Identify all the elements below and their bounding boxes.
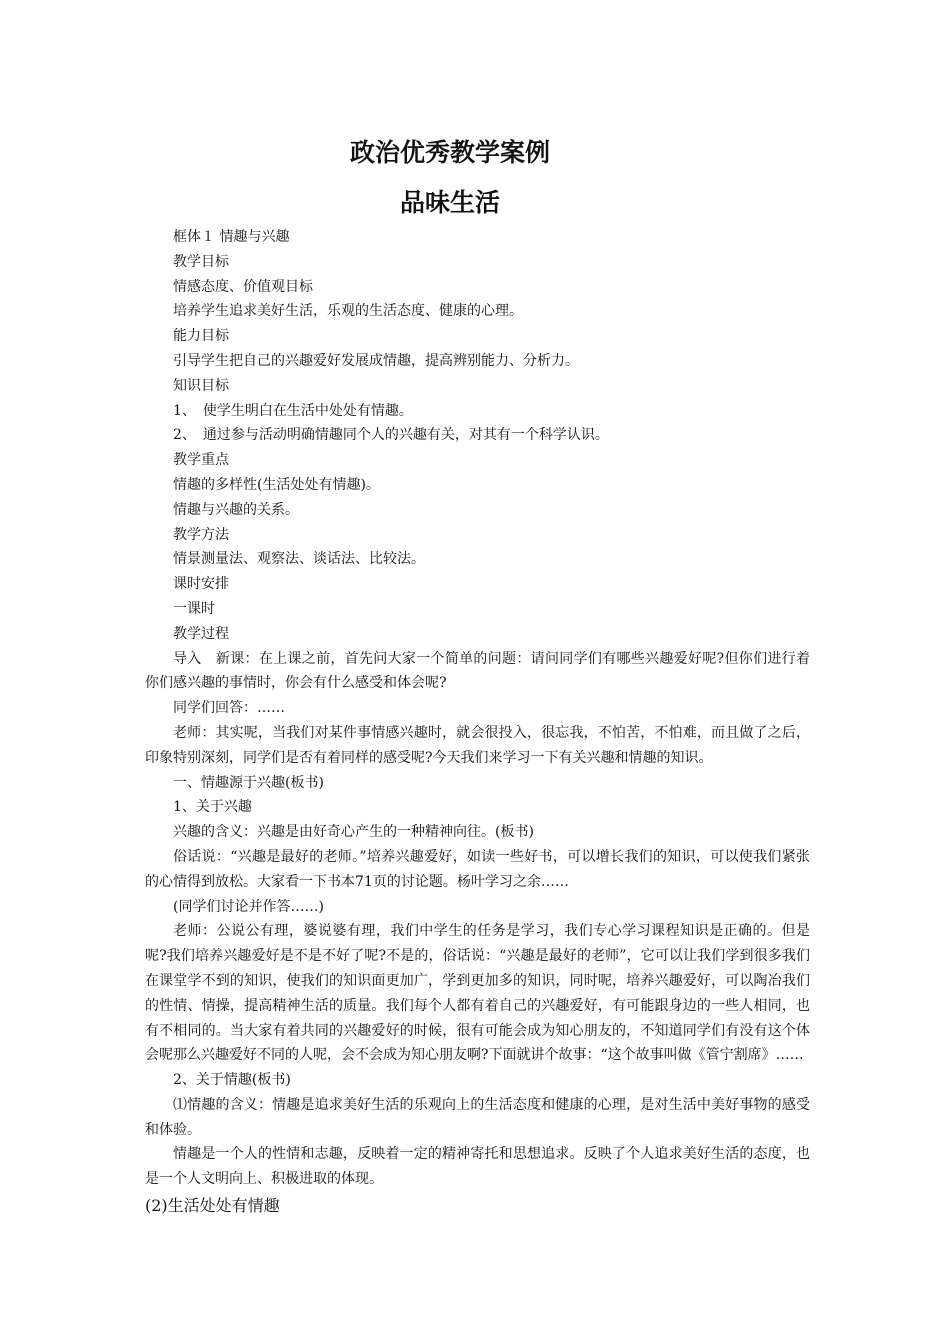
paragraph: 老师：公说公有理，婆说婆有理，我们中学生的任务是学习，我们专心学习课程知识是正确的。但是呢?我们培养兴趣爱好是不是不好了呢?不是的，俗话说：“兴趣是最好的老师”，它可以让我们学到很多我们在课堂学不到的知识，使我们的知识面更加广，学到更加多的知识，同时呢，培养兴趣爱好，可以陶冶我们的性情、情操，提高精神生活的质量。我们每个人都有着自己的兴趣爱好，有可能跟身边的一些人相同，也有不相同的。当大家有着共同的兴趣爱好的时候，很有可能会成为知心朋友的，不知道同学们有没有这个体会呢那么兴趣爱好不同的人呢，会不会成为知心朋友啊?下面就讲个故事：“这个故事叫做《管宁割席》……: [145, 923, 810, 1064]
text-line: 课时安排: [173, 576, 229, 593]
text-line: 情趣的多样性(生活处处有情趣)。: [173, 476, 380, 493]
text-line: 1、 使学生明白在生活中处处有情趣。: [173, 402, 413, 419]
text-line: 情景测量法、观察法、谈话法、比较法。: [173, 551, 425, 568]
text-line: 教学方法: [173, 526, 229, 543]
text-line: 框体１ 情趣与兴趣: [173, 229, 290, 245]
section-heading: 一、情趣源于兴趣(板书): [173, 774, 324, 791]
text-line: 情趣与兴趣的关系。: [173, 501, 299, 518]
document-title: 政治优秀教学案例: [349, 138, 550, 167]
text-line: 教学目标: [173, 253, 229, 270]
paragraph: 兴趣的含义：兴趣是由好奇心产生的一种精神向往。(板书): [173, 824, 534, 841]
document-body: [145, 225, 810, 1219]
paragraph: 情趣是一个人的性情和志趣，反映着一定的精神寄托和思想追求。反映了个人追求美好生活的态度，也是一个人文明向上、积极进取的体现。: [145, 1146, 810, 1188]
text-line: 情感态度、价值观目标: [173, 278, 313, 295]
paragraph: 俗话说：“兴趣是最好的老师。”培养兴趣爱好，如读一些好书，可以增长我们的知识，可以使我们紧张的心情得到放松。大家看一下书本71页的讨论题。杨叶学习之余……: [145, 848, 810, 890]
paragraph: 导入 新课：在上课之前，首先问大家一个简单的问题：请问同学们有哪些兴趣爱好呢?但你们进行着你们感兴趣的事情时，你会有什么感受和体会呢?: [145, 650, 810, 692]
section-heading: 2、关于情趣(板书): [173, 1072, 291, 1089]
document-subtitle: 品味生活: [399, 188, 500, 217]
text-line: 一课时: [173, 600, 215, 617]
paragraph: (同学们讨论并作答……): [173, 898, 324, 915]
text-line: 培养学生追求美好生活，乐观的生活态度、健康的心理。: [173, 303, 523, 320]
text-line: 引导学生把自己的兴趣爱好发展成情趣，提高辨别能力、分析力。: [173, 352, 579, 369]
text-line: 教学过程: [173, 625, 229, 642]
text-line: 教学重点: [173, 452, 229, 469]
text-line: 2、 通过参与活动明确情趣同个人的兴趣有关，对其有一个科学认识。: [173, 427, 609, 444]
text-line: 知识目标: [173, 377, 229, 394]
text-line: 能力目标: [173, 328, 229, 345]
section-heading-last: (2)生活处处有情趣: [145, 1196, 280, 1216]
paragraph: ⑴情趣的含义：情趣是追求美好生活的乐观向上的生活态度和健康的心理，是对生活中美好事物的感受和体验。: [145, 1096, 810, 1138]
paragraph: 同学们回答：……: [173, 700, 285, 717]
section-heading: 1、关于兴趣: [173, 799, 252, 816]
paragraph: 老师：其实呢，当我们对某件事情感兴趣时，就会很投入，很忘我，不怕苦，不怕难，而且做了之后，印象特别深刻，同学们是否有着同样的感受呢?今天我们来学习一下有关兴趣和情趣的知识。: [145, 724, 810, 766]
